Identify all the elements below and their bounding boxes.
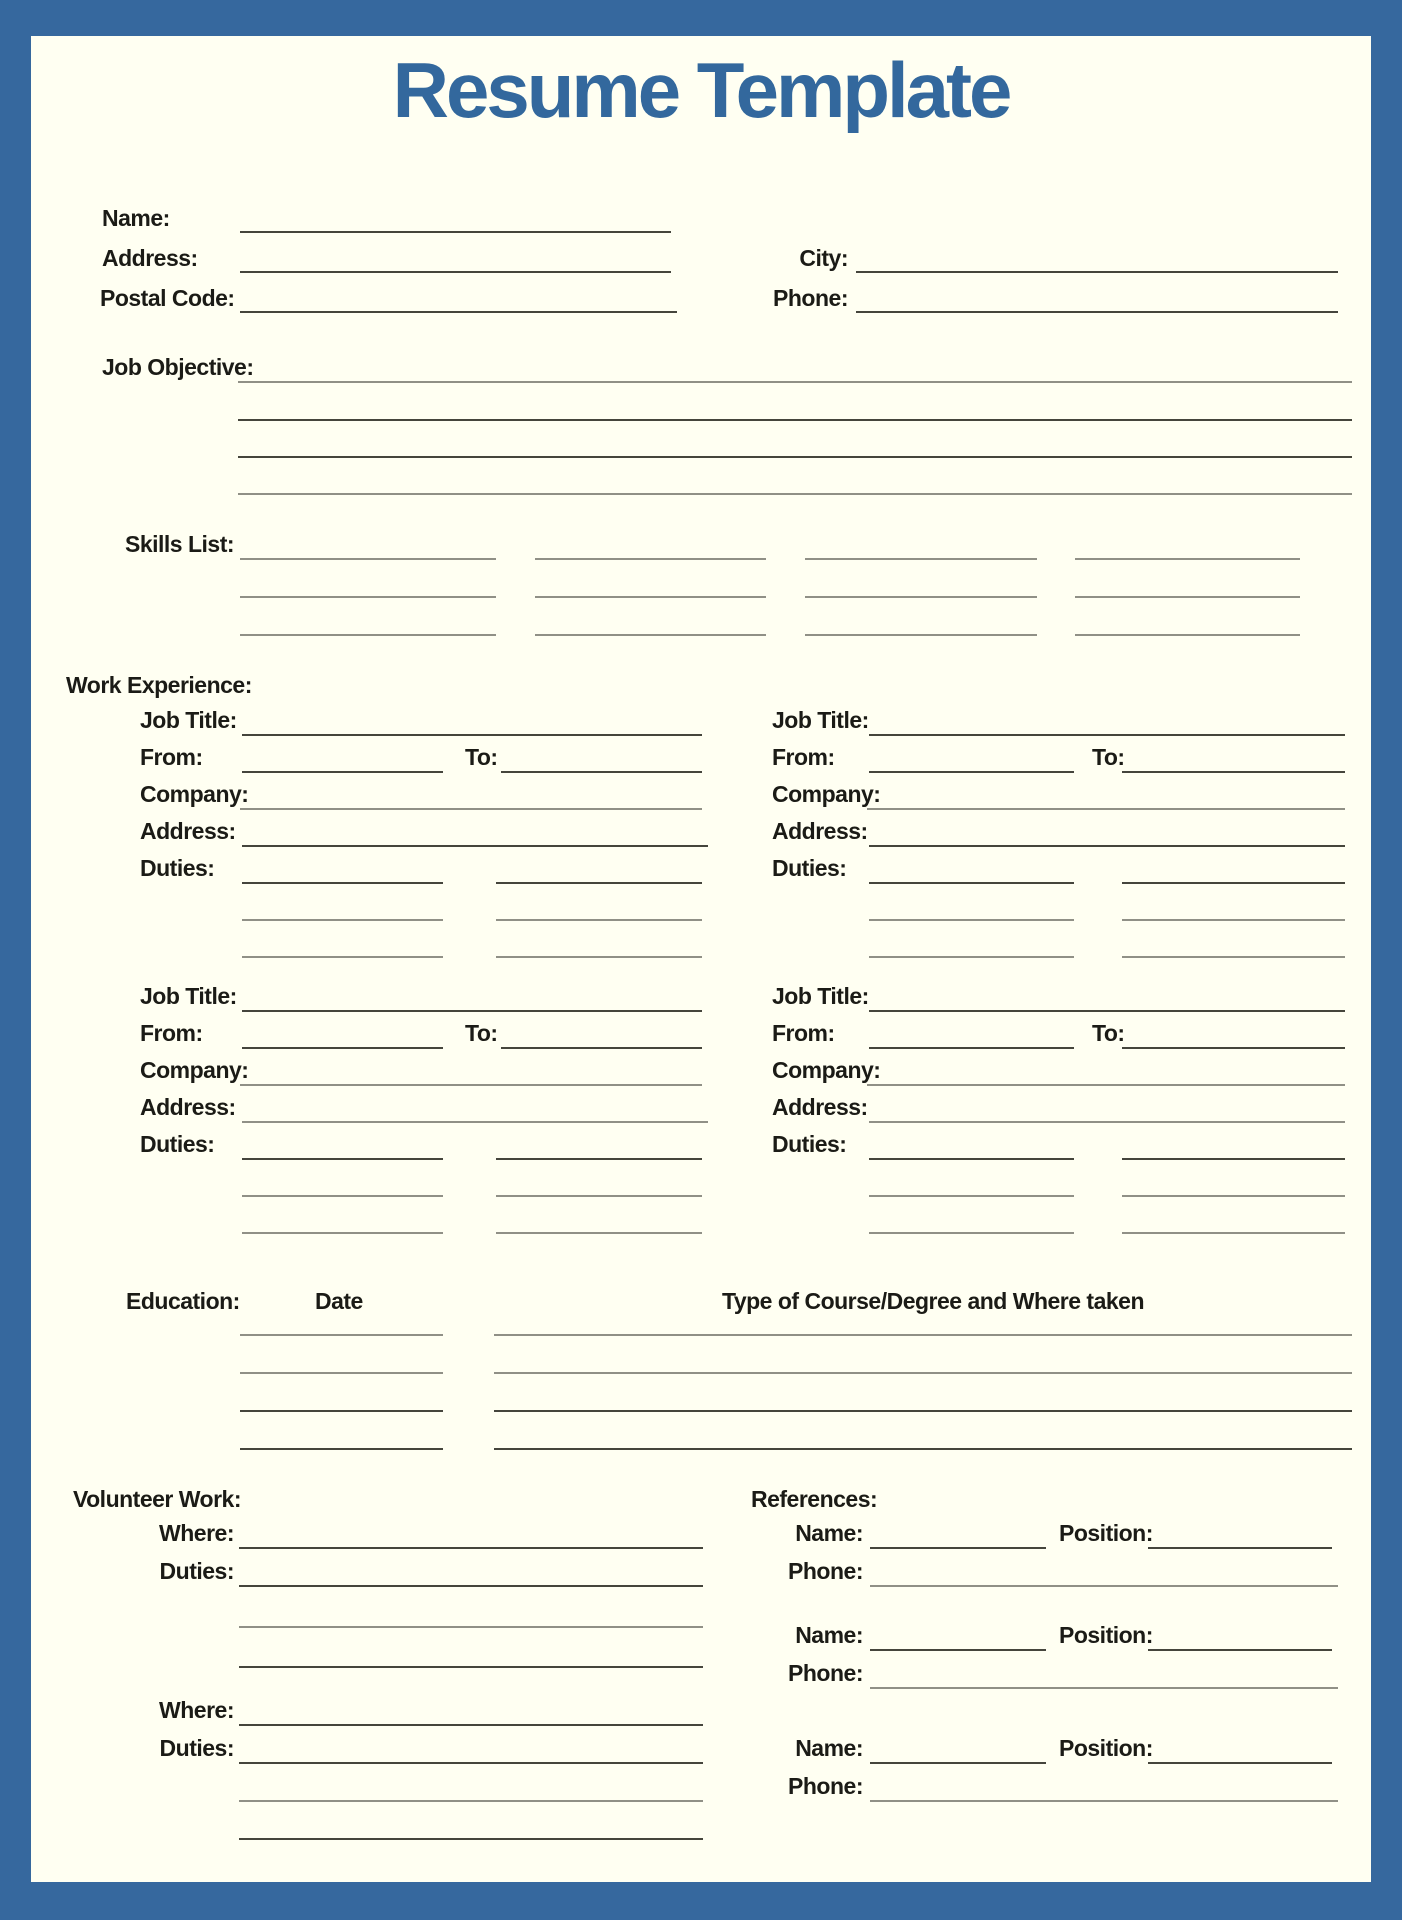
position-label: Position: [1059,1622,1153,1648]
duties-line[interactable] [1122,1158,1345,1160]
duties-label: Duties: [159,1558,234,1584]
name-label: Name: [102,205,170,231]
duties-line[interactable] [1122,882,1345,884]
duties-label: Duties: [140,855,215,881]
company-label: Company: [140,781,249,807]
address-label: Address: [102,245,198,271]
company-line[interactable] [240,1084,702,1086]
name-line[interactable] [870,1547,1046,1549]
education-course-line[interactable] [494,1410,1352,1412]
name-line[interactable] [870,1762,1046,1764]
phone-line[interactable] [856,311,1338,313]
company-line[interactable] [867,808,1345,810]
from-label: From: [772,1020,835,1046]
address-line[interactable] [869,845,1345,847]
to-line[interactable] [501,1047,702,1049]
position-line[interactable] [1148,1649,1332,1651]
from-label: From: [140,744,203,770]
duties-line[interactable] [869,956,1074,958]
job-objective-line[interactable] [238,381,1352,383]
duties-line[interactable] [239,1666,703,1668]
duties-line[interactable] [496,1232,702,1234]
address-label: Address: [772,1094,868,1120]
phone-label: Phone: [773,285,848,311]
duties-line[interactable] [242,1195,443,1197]
skill-line[interactable] [1075,596,1300,598]
duties-line[interactable] [869,1158,1074,1160]
position-label: Position: [1059,1520,1153,1546]
job-title-line[interactable] [869,734,1345,736]
education-course-line[interactable] [494,1334,1352,1336]
education-course-line[interactable] [494,1448,1352,1450]
to-label: To: [1092,744,1125,770]
phone-line[interactable] [870,1687,1338,1689]
phone-label: Phone: [788,1773,863,1799]
skill-line[interactable] [240,634,496,636]
phone-label: Phone: [788,1558,863,1584]
skill-line[interactable] [535,634,766,636]
address-label: Address: [772,818,868,844]
duties-line[interactable] [496,919,702,921]
name-label: Name: [795,1520,863,1546]
duties-line[interactable] [869,1195,1074,1197]
education-date-header: Date [315,1288,363,1314]
duties-line[interactable] [869,882,1074,884]
education-date-line[interactable] [240,1448,443,1450]
volunteer-work-heading: Volunteer Work: [73,1486,241,1512]
from-label: From: [772,744,835,770]
job-title-label: Job Title: [140,983,237,1009]
address-label: Address: [140,1094,236,1120]
from-label: From: [140,1020,203,1046]
duties-line[interactable] [242,919,443,921]
references-heading: References: [751,1486,878,1512]
duties-line[interactable] [496,1195,702,1197]
duties-line[interactable] [242,1232,443,1234]
to-line[interactable] [1122,771,1345,773]
duties-line[interactable] [1122,956,1345,958]
education-date-line[interactable] [240,1410,443,1412]
company-label: Company: [140,1057,249,1083]
where-label: Where: [159,1520,234,1546]
skill-line[interactable] [805,558,1037,560]
skill-line[interactable] [240,596,496,598]
education-date-line[interactable] [240,1372,443,1374]
job-title-label: Job Title: [140,707,237,733]
job-title-line[interactable] [869,1010,1345,1012]
duties-line[interactable] [239,1762,703,1764]
duties-line[interactable] [496,956,702,958]
from-line[interactable] [869,1047,1074,1049]
education-date-line[interactable] [240,1334,443,1336]
duties-line[interactable] [239,1626,703,1628]
job-objective-extra-line[interactable] [238,419,1352,421]
city-label: City: [799,245,848,271]
from-line[interactable] [242,1047,443,1049]
postal-code-line[interactable] [240,311,677,313]
company-label: Company: [772,1057,881,1083]
duties-label: Duties: [772,1131,847,1157]
where-line[interactable] [239,1724,703,1726]
phone-line[interactable] [870,1800,1338,1802]
job-objective-extra-line[interactable] [238,456,1352,458]
education-heading: Education: [126,1288,240,1314]
duties-line[interactable] [239,1838,703,1840]
skill-line[interactable] [1075,634,1300,636]
duties-line[interactable] [239,1585,703,1587]
skill-line[interactable] [805,596,1037,598]
duties-line[interactable] [242,956,443,958]
company-label: Company: [772,781,881,807]
job-title-label: Job Title: [772,983,869,1009]
name-label: Name: [795,1622,863,1648]
duties-line[interactable] [239,1800,703,1802]
work-experience-heading: Work Experience: [66,672,252,698]
name-line[interactable] [240,231,671,233]
duties-label: Duties: [772,855,847,881]
to-line[interactable] [501,771,702,773]
to-line[interactable] [1122,1047,1345,1049]
address-label: Address: [140,818,236,844]
phone-line[interactable] [870,1585,1338,1587]
job-objective-extra-line[interactable] [238,493,1352,495]
duties-line[interactable] [496,882,702,884]
address-line[interactable] [242,1121,708,1123]
duties-line[interactable] [869,919,1074,921]
position-line[interactable] [1148,1762,1332,1764]
duties-line[interactable] [869,1232,1074,1234]
education-course-header: Type of Course/Degree and Where taken [722,1288,1145,1314]
name-label: Name: [795,1735,863,1761]
company-line[interactable] [867,1084,1345,1086]
skill-line[interactable] [240,558,496,560]
from-line[interactable] [242,771,443,773]
address-line[interactable] [240,271,671,273]
city-line[interactable] [856,271,1338,273]
where-line[interactable] [239,1547,703,1549]
skills-list-label: Skills List: [125,531,235,557]
where-label: Where: [159,1697,234,1723]
skill-line[interactable] [535,558,766,560]
duties-line[interactable] [496,1158,702,1160]
duties-line[interactable] [1122,919,1345,921]
position-label: Position: [1059,1735,1153,1761]
job-title-line[interactable] [242,734,702,736]
skill-line[interactable] [1075,558,1300,560]
name-line[interactable] [870,1649,1046,1651]
duties-line[interactable] [242,1158,443,1160]
duties-line[interactable] [1122,1195,1345,1197]
from-line[interactable] [869,771,1074,773]
duties-label: Duties: [140,1131,215,1157]
to-label: To: [1092,1020,1125,1046]
skill-line[interactable] [805,634,1037,636]
skill-line[interactable] [535,596,766,598]
duties-label: Duties: [159,1735,234,1761]
address-line[interactable] [869,1121,1345,1123]
page-title: Resume Template [392,46,1010,134]
company-line[interactable] [240,808,702,810]
to-label: To: [465,1020,498,1046]
position-line[interactable] [1148,1547,1332,1549]
address-line[interactable] [242,845,708,847]
job-title-line[interactable] [242,1010,702,1012]
duties-line[interactable] [1122,1232,1345,1234]
to-label: To: [465,744,498,770]
duties-line[interactable] [242,882,443,884]
education-course-line[interactable] [494,1372,1352,1374]
job-objective-label: Job Objective: [102,354,254,380]
job-title-label: Job Title: [772,707,869,733]
phone-label: Phone: [788,1660,863,1686]
postal-code-label: Postal Code: [100,285,235,311]
